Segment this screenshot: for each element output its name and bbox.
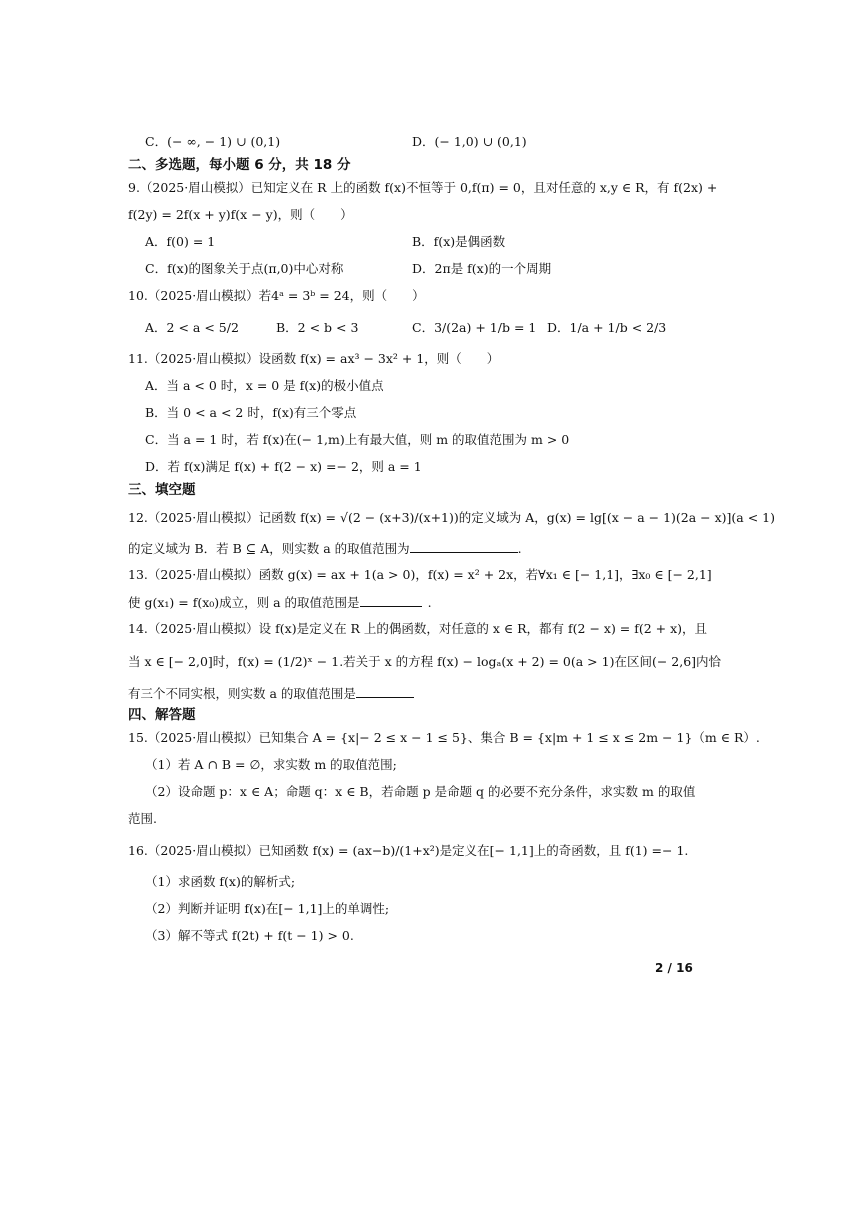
q15-stem: 15.（2025·眉山模拟）已知集合 A = {x|− 2 ≤ x − 1 ≤ 5}、集合 B = {x|m + 1 ≤ x ≤ 2m − 1}（m ∈ R）. [128,730,760,745]
q11-option-c: C．当 a = 1 时，若 f(x)在(− 1,m)上有最大值，则 m 的取值范围为 m > 0 [145,432,570,447]
section-heading-fill-in: 三、填空题 [128,482,196,498]
q15-part1: （1）若 A ∩ B = ∅，求实数 m 的取值范围; [145,757,397,772]
q15-part2: （2）设命题 p：x ∈ A；命题 q：x ∈ B，若命题 p 是命题 q 的必要不充分条件，求实数 m 的取值 [145,784,696,799]
q12-stem-text: 的定义域为 B．若 B ⊆ A，则实数 a 的取值范围为 [128,541,410,556]
q14-stem-text: 有三个不同实根，则实数 a 的取值范围是 [128,686,356,701]
q10-option-a: A．2 < a < 5/2 [145,320,239,335]
q10-option-d: D．1/a + 1/b < 2/3 [547,320,667,335]
q13-stem-line2 [128,593,432,612]
q9-option-a: A．f(0) = 1 [145,234,216,249]
q14-answer-blank[interactable] [356,684,414,698]
q11-option-d: D．若 f(x)满足 f(x) + f(2 − x) =− 2，则 a = 1 [145,459,422,474]
section-heading-solutions: 四、解答题 [128,707,196,723]
q14-stem-line3 [128,684,414,703]
q10-option-c: C．3/(2a) + 1/b = 1 [412,320,537,335]
q9-option-c: C．f(x)的图象关于点(π,0)中心对称 [145,261,344,276]
q12-answer-blank[interactable] [410,539,518,553]
q13-stem-line1: 13.（2025·眉山模拟）函数 g(x) = ax + 1(a > 0)，f(x) = x² + 2x，若∀x₁ ∈ [− 1,1]，∃x₀ ∈ [− 2,1] [128,567,712,582]
q9-option-b: B．f(x)是偶函数 [412,234,506,249]
q9-option-d: D．2π是 f(x)的一个周期 [412,261,552,276]
section-heading-multiple-choice: 二、多选题，每小题 6 分，共 18 分 [128,157,351,173]
q9-stem-line1: 9.（2025·眉山模拟）已知定义在 R 上的函数 f(x)不恒等于 0,f(π) = 0，且对任意的 x,y ∈ R，有 f(2x) + [128,180,718,195]
q13-answer-blank[interactable] [360,593,422,607]
q8-option-c: C．(− ∞, − 1) ∪ (0,1) [145,134,281,149]
q13-stem-text: 使 g(x₁) = f(x₀)成立，则 a 的取值范围是 [128,595,360,610]
q9-stem-line2: f(2y) = 2f(x + y)f(x − y)，则（ ） [128,207,353,222]
q16-part2: （2）判断并证明 f(x)在[− 1,1]上的单调性; [145,901,390,916]
q8-option-d: D．(− 1,0) ∪ (0,1) [412,134,527,149]
q16-part3: （3）解不等式 f(2t) + f(t − 1) > 0. [145,928,354,943]
q11-option-a: A．当 a < 0 时，x = 0 是 f(x)的极小值点 [145,378,384,393]
page-number: 2 / 16 [655,961,693,975]
q14-stem-line2: 当 x ∈ [− 2,0]时，f(x) = (1/2)ˣ − 1.若关于 x 的方程 f(x) − logₐ(x + 2) = 0(a > 1)在区间(− 2,6]内恰 [128,654,722,669]
q16-stem: 16.（2025·眉山模拟）已知函数 f(x) = (ax−b)/(1+x²)是定义在[− 1,1]上的奇函数，且 f(1) =− 1. [128,843,689,858]
q13-stem-end: . [427,595,432,610]
q12-stem-end: . [517,541,522,556]
q15-part2-cont: 范围. [128,811,157,826]
q14-stem-line1: 14.（2025·眉山模拟）设 f(x)是定义在 R 上的偶函数，对任意的 x ∈ R，都有 f(2 − x) = f(2 + x)，且 [128,621,708,636]
q11-stem: 11.（2025·眉山模拟）设函数 f(x) = ax³ − 3x² + 1，则（ ） [128,351,500,366]
q11-option-b: B．当 0 < a < 2 时，f(x)有三个零点 [145,405,357,420]
q12-stem-line2 [128,539,522,558]
q10-option-b: B．2 < b < 3 [276,320,359,335]
q12-stem-line1: 12.（2025·眉山模拟）记函数 f(x) = √(2 − (x+3)/(x+1))的定义域为 A，g(x) = lg[(x − a − 1)(2a − x)](a < 1) [128,510,775,525]
q10-stem: 10.（2025·眉山模拟）若4ᵃ = 3ᵇ = 24，则（ ） [128,288,425,303]
q16-part1: （1）求函数 f(x)的解析式; [145,874,296,889]
